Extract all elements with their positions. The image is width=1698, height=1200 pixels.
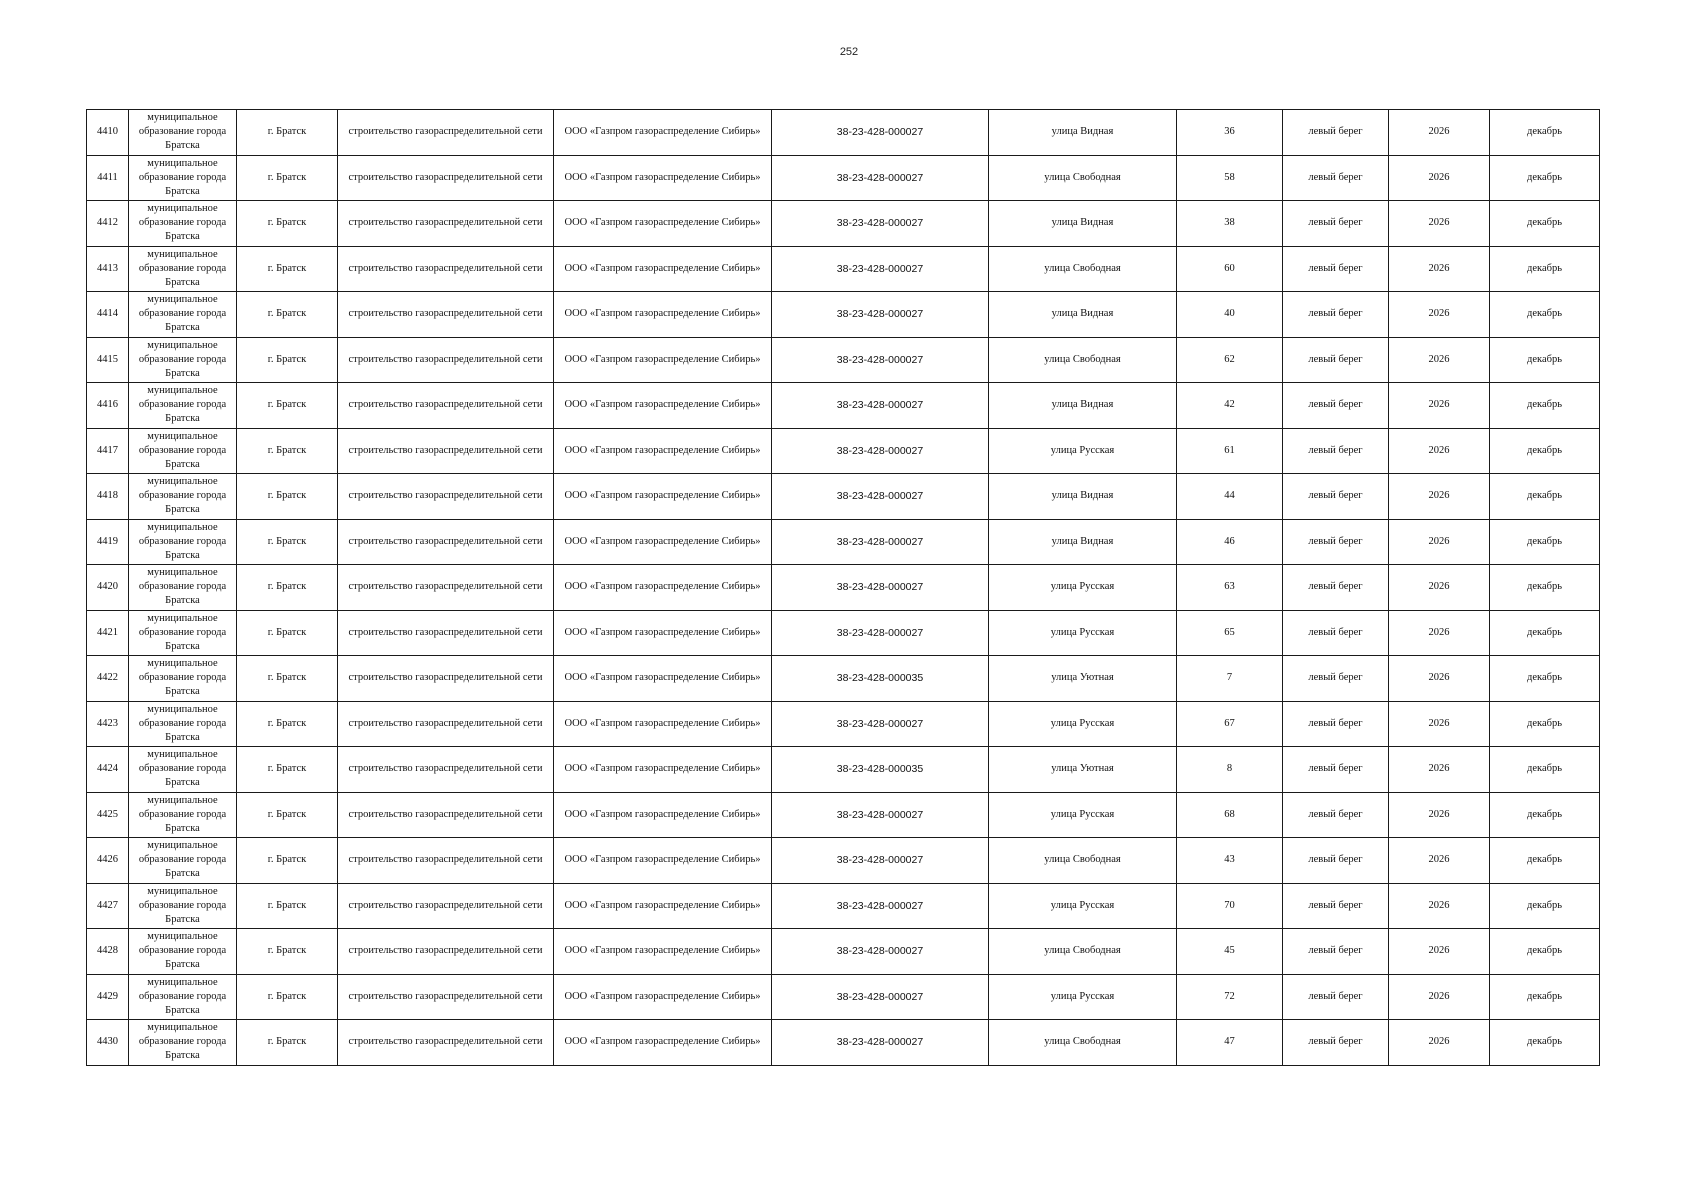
row-number: 4412 (87, 201, 129, 247)
row-number: 4421 (87, 610, 129, 656)
table-row (87, 383, 1600, 429)
municipality-cell: муниципальное образование города Братска (129, 701, 237, 747)
month-cell: декабрь (1490, 428, 1600, 474)
work-type-cell: строительство газораспределительной сети (338, 155, 554, 201)
organization-cell: ООО «Газпром газораспределение Сибирь» (554, 201, 772, 247)
organization-cell: ООО «Газпром газораспределение Сибирь» (554, 155, 772, 201)
work-type-cell: строительство газораспределительной сети (338, 610, 554, 656)
house-number-cell: 60 (1177, 246, 1283, 292)
river-bank-cell: левый берег (1283, 428, 1389, 474)
city-cell: г. Братск (237, 519, 338, 565)
house-number-cell: 45 (1177, 929, 1283, 975)
cadastral-number-cell: 38-23-428-000035 (772, 656, 989, 702)
work-type-cell: строительство газораспределительной сети (338, 246, 554, 292)
row-number: 4410 (87, 110, 129, 156)
month-cell: декабрь (1490, 155, 1600, 201)
municipality-cell: муниципальное образование города Братска (129, 838, 237, 884)
year-cell: 2026 (1389, 110, 1490, 156)
organization-cell: ООО «Газпром газораспределение Сибирь» (554, 383, 772, 429)
year-cell: 2026 (1389, 155, 1490, 201)
house-number-cell: 8 (1177, 747, 1283, 793)
row-number: 4417 (87, 428, 129, 474)
row-number: 4420 (87, 565, 129, 611)
month-cell: декабрь (1490, 929, 1600, 975)
organization-cell: ООО «Газпром газораспределение Сибирь» (554, 337, 772, 383)
work-type-cell: строительство газораспределительной сети (338, 747, 554, 793)
city-cell: г. Братск (237, 747, 338, 793)
organization-cell: ООО «Газпром газораспределение Сибирь» (554, 974, 772, 1020)
work-type-cell: строительство газораспределительной сети (338, 1020, 554, 1066)
row-number: 4414 (87, 292, 129, 338)
cadastral-number-cell: 38-23-428-000027 (772, 610, 989, 656)
river-bank-cell: левый берег (1283, 792, 1389, 838)
month-cell: декабрь (1490, 201, 1600, 247)
year-cell: 2026 (1389, 337, 1490, 383)
table-row (87, 337, 1600, 383)
row-number: 4427 (87, 883, 129, 929)
table-row (87, 792, 1600, 838)
row-number: 4418 (87, 474, 129, 520)
house-number-cell: 36 (1177, 110, 1283, 156)
municipality-cell: муниципальное образование города Братска (129, 565, 237, 611)
cadastral-number-cell: 38-23-428-000027 (772, 337, 989, 383)
city-cell: г. Братск (237, 337, 338, 383)
row-number: 4419 (87, 519, 129, 565)
year-cell: 2026 (1389, 610, 1490, 656)
row-number: 4416 (87, 383, 129, 429)
street-cell: улица Русская (989, 974, 1177, 1020)
month-cell: декабрь (1490, 337, 1600, 383)
month-cell: декабрь (1490, 565, 1600, 611)
row-number: 4428 (87, 929, 129, 975)
municipality-cell: муниципальное образование города Братска (129, 1020, 237, 1066)
row-number: 4423 (87, 701, 129, 747)
municipality-cell: муниципальное образование города Братска (129, 792, 237, 838)
municipality-cell: муниципальное образование города Братска (129, 883, 237, 929)
work-type-cell: строительство газораспределительной сети (338, 292, 554, 338)
city-cell: г. Братск (237, 383, 338, 429)
street-cell: улица Уютная (989, 656, 1177, 702)
year-cell: 2026 (1389, 383, 1490, 429)
city-cell: г. Братск (237, 838, 338, 884)
organization-cell: ООО «Газпром газораспределение Сибирь» (554, 929, 772, 975)
city-cell: г. Братск (237, 701, 338, 747)
table-row (87, 246, 1600, 292)
river-bank-cell: левый берег (1283, 1020, 1389, 1066)
river-bank-cell: левый берег (1283, 246, 1389, 292)
row-number: 4422 (87, 656, 129, 702)
month-cell: декабрь (1490, 292, 1600, 338)
table-row (87, 565, 1600, 611)
organization-cell: ООО «Газпром газораспределение Сибирь» (554, 1020, 772, 1066)
house-number-cell: 70 (1177, 883, 1283, 929)
year-cell: 2026 (1389, 1020, 1490, 1066)
house-number-cell: 43 (1177, 838, 1283, 884)
house-number-cell: 65 (1177, 610, 1283, 656)
city-cell: г. Братск (237, 474, 338, 520)
cadastral-number-cell: 38-23-428-000027 (772, 292, 989, 338)
year-cell: 2026 (1389, 929, 1490, 975)
street-cell: улица Свободная (989, 155, 1177, 201)
organization-cell: ООО «Газпром газораспределение Сибирь» (554, 883, 772, 929)
city-cell: г. Братск (237, 929, 338, 975)
table-row (87, 428, 1600, 474)
river-bank-cell: левый берег (1283, 656, 1389, 702)
house-number-cell: 42 (1177, 383, 1283, 429)
river-bank-cell: левый берег (1283, 110, 1389, 156)
street-cell: улица Русская (989, 701, 1177, 747)
street-cell: улица Видная (989, 519, 1177, 565)
year-cell: 2026 (1389, 565, 1490, 611)
cadastral-number-cell: 38-23-428-000027 (772, 1020, 989, 1066)
organization-cell: ООО «Газпром газораспределение Сибирь» (554, 565, 772, 611)
city-cell: г. Братск (237, 1020, 338, 1066)
house-number-cell: 63 (1177, 565, 1283, 611)
work-type-cell: строительство газораспределительной сети (338, 110, 554, 156)
work-type-cell: строительство газораспределительной сети (338, 929, 554, 975)
work-type-cell: строительство газораспределительной сети (338, 565, 554, 611)
year-cell: 2026 (1389, 792, 1490, 838)
municipality-cell: муниципальное образование города Братска (129, 110, 237, 156)
row-number: 4411 (87, 155, 129, 201)
house-number-cell: 40 (1177, 292, 1283, 338)
street-cell: улица Свободная (989, 838, 1177, 884)
organization-cell: ООО «Газпром газораспределение Сибирь» (554, 428, 772, 474)
registry-table (86, 109, 1600, 1066)
row-number: 4425 (87, 792, 129, 838)
row-number: 4424 (87, 747, 129, 793)
work-type-cell: строительство газораспределительной сети (338, 792, 554, 838)
municipality-cell: муниципальное образование города Братска (129, 656, 237, 702)
street-cell: улица Видная (989, 292, 1177, 338)
river-bank-cell: левый берег (1283, 747, 1389, 793)
month-cell: декабрь (1490, 246, 1600, 292)
organization-cell: ООО «Газпром газораспределение Сибирь» (554, 838, 772, 884)
table-row (87, 1020, 1600, 1066)
street-cell: улица Свободная (989, 337, 1177, 383)
month-cell: декабрь (1490, 110, 1600, 156)
street-cell: улица Уютная (989, 747, 1177, 793)
city-cell: г. Братск (237, 974, 338, 1020)
table-row (87, 519, 1600, 565)
year-cell: 2026 (1389, 838, 1490, 884)
year-cell: 2026 (1389, 428, 1490, 474)
cadastral-number-cell: 38-23-428-000027 (772, 792, 989, 838)
city-cell: г. Братск (237, 246, 338, 292)
row-number: 4426 (87, 838, 129, 884)
organization-cell: ООО «Газпром газораспределение Сибирь» (554, 246, 772, 292)
organization-cell: ООО «Газпром газораспределение Сибирь» (554, 110, 772, 156)
house-number-cell: 72 (1177, 974, 1283, 1020)
month-cell: декабрь (1490, 974, 1600, 1020)
river-bank-cell: левый берег (1283, 610, 1389, 656)
table-row (87, 610, 1600, 656)
river-bank-cell: левый берег (1283, 701, 1389, 747)
year-cell: 2026 (1389, 519, 1490, 565)
organization-cell: ООО «Газпром газораспределение Сибирь» (554, 519, 772, 565)
table-row (87, 474, 1600, 520)
month-cell: декабрь (1490, 383, 1600, 429)
city-cell: г. Братск (237, 201, 338, 247)
work-type-cell: строительство газораспределительной сети (338, 428, 554, 474)
municipality-cell: муниципальное образование города Братска (129, 747, 237, 793)
street-cell: улица Видная (989, 474, 1177, 520)
year-cell: 2026 (1389, 201, 1490, 247)
work-type-cell: строительство газораспределительной сети (338, 701, 554, 747)
cadastral-number-cell: 38-23-428-000035 (772, 747, 989, 793)
city-cell: г. Братск (237, 792, 338, 838)
municipality-cell: муниципальное образование города Братска (129, 155, 237, 201)
municipality-cell: муниципальное образование города Братска (129, 201, 237, 247)
work-type-cell: строительство газораспределительной сети (338, 383, 554, 429)
table-row (87, 201, 1600, 247)
month-cell: декабрь (1490, 610, 1600, 656)
city-cell: г. Братск (237, 883, 338, 929)
municipality-cell: муниципальное образование города Братска (129, 929, 237, 975)
city-cell: г. Братск (237, 656, 338, 702)
cadastral-number-cell: 38-23-428-000027 (772, 974, 989, 1020)
cadastral-number-cell: 38-23-428-000027 (772, 929, 989, 975)
organization-cell: ООО «Газпром газораспределение Сибирь» (554, 701, 772, 747)
river-bank-cell: левый берег (1283, 383, 1389, 429)
house-number-cell: 44 (1177, 474, 1283, 520)
table-row (87, 883, 1600, 929)
table-row (87, 701, 1600, 747)
river-bank-cell: левый берег (1283, 155, 1389, 201)
month-cell: декабрь (1490, 656, 1600, 702)
table-row (87, 110, 1600, 156)
work-type-cell: строительство газораспределительной сети (338, 474, 554, 520)
work-type-cell: строительство газораспределительной сети (338, 656, 554, 702)
house-number-cell: 61 (1177, 428, 1283, 474)
cadastral-number-cell: 38-23-428-000027 (772, 201, 989, 247)
municipality-cell: муниципальное образование города Братска (129, 337, 237, 383)
month-cell: декабрь (1490, 519, 1600, 565)
cadastral-number-cell: 38-23-428-000027 (772, 838, 989, 884)
river-bank-cell: левый берег (1283, 974, 1389, 1020)
row-number: 4415 (87, 337, 129, 383)
river-bank-cell: левый берег (1283, 519, 1389, 565)
city-cell: г. Братск (237, 428, 338, 474)
municipality-cell: муниципальное образование города Братска (129, 383, 237, 429)
table-row (87, 929, 1600, 975)
cadastral-number-cell: 38-23-428-000027 (772, 474, 989, 520)
river-bank-cell: левый берег (1283, 474, 1389, 520)
table-row (87, 155, 1600, 201)
city-cell: г. Братск (237, 292, 338, 338)
house-number-cell: 58 (1177, 155, 1283, 201)
street-cell: улица Русская (989, 610, 1177, 656)
cadastral-number-cell: 38-23-428-000027 (772, 883, 989, 929)
river-bank-cell: левый берег (1283, 883, 1389, 929)
cadastral-number-cell: 38-23-428-000027 (772, 519, 989, 565)
municipality-cell: муниципальное образование города Братска (129, 610, 237, 656)
street-cell: улица Свободная (989, 1020, 1177, 1066)
cadastral-number-cell: 38-23-428-000027 (772, 246, 989, 292)
municipality-cell: муниципальное образование города Братска (129, 246, 237, 292)
municipality-cell: муниципальное образование города Братска (129, 474, 237, 520)
river-bank-cell: левый берег (1283, 929, 1389, 975)
river-bank-cell: левый берег (1283, 337, 1389, 383)
cadastral-number-cell: 38-23-428-000027 (772, 110, 989, 156)
month-cell: декабрь (1490, 792, 1600, 838)
organization-cell: ООО «Газпром газораспределение Сибирь» (554, 292, 772, 338)
river-bank-cell: левый берег (1283, 838, 1389, 884)
month-cell: декабрь (1490, 747, 1600, 793)
street-cell: улица Русская (989, 428, 1177, 474)
year-cell: 2026 (1389, 246, 1490, 292)
street-cell: улица Русская (989, 792, 1177, 838)
municipality-cell: муниципальное образование города Братска (129, 292, 237, 338)
house-number-cell: 38 (1177, 201, 1283, 247)
work-type-cell: строительство газораспределительной сети (338, 883, 554, 929)
year-cell: 2026 (1389, 747, 1490, 793)
municipality-cell: муниципальное образование города Братска (129, 428, 237, 474)
organization-cell: ООО «Газпром газораспределение Сибирь» (554, 792, 772, 838)
table-row (87, 656, 1600, 702)
street-cell: улица Русская (989, 883, 1177, 929)
street-cell: улица Видная (989, 383, 1177, 429)
city-cell: г. Братск (237, 565, 338, 611)
city-cell: г. Братск (237, 155, 338, 201)
organization-cell: ООО «Газпром газораспределение Сибирь» (554, 656, 772, 702)
row-number: 4430 (87, 1020, 129, 1066)
house-number-cell: 7 (1177, 656, 1283, 702)
work-type-cell: строительство газораспределительной сети (338, 337, 554, 383)
table-row (87, 292, 1600, 338)
house-number-cell: 47 (1177, 1020, 1283, 1066)
registry-body (87, 110, 1600, 1066)
cadastral-number-cell: 38-23-428-000027 (772, 383, 989, 429)
year-cell: 2026 (1389, 974, 1490, 1020)
year-cell: 2026 (1389, 656, 1490, 702)
house-number-cell: 46 (1177, 519, 1283, 565)
month-cell: декабрь (1490, 474, 1600, 520)
street-cell: улица Свободная (989, 246, 1177, 292)
street-cell: улица Русская (989, 565, 1177, 611)
street-cell: улица Видная (989, 110, 1177, 156)
work-type-cell: строительство газораспределительной сети (338, 201, 554, 247)
work-type-cell: строительство газораспределительной сети (338, 519, 554, 565)
table-row (87, 974, 1600, 1020)
river-bank-cell: левый берег (1283, 565, 1389, 611)
organization-cell: ООО «Газпром газораспределение Сибирь» (554, 610, 772, 656)
municipality-cell: муниципальное образование города Братска (129, 974, 237, 1020)
row-number: 4413 (87, 246, 129, 292)
work-type-cell: строительство газораспределительной сети (338, 974, 554, 1020)
organization-cell: ООО «Газпром газораспределение Сибирь» (554, 747, 772, 793)
year-cell: 2026 (1389, 474, 1490, 520)
month-cell: декабрь (1490, 838, 1600, 884)
street-cell: улица Видная (989, 201, 1177, 247)
year-cell: 2026 (1389, 292, 1490, 338)
municipality-cell: муниципальное образование города Братска (129, 519, 237, 565)
table-row (87, 838, 1600, 884)
year-cell: 2026 (1389, 883, 1490, 929)
city-cell: г. Братск (237, 110, 338, 156)
city-cell: г. Братск (237, 610, 338, 656)
cadastral-number-cell: 38-23-428-000027 (772, 155, 989, 201)
work-type-cell: строительство газораспределительной сети (338, 838, 554, 884)
table-row (87, 747, 1600, 793)
cadastral-number-cell: 38-23-428-000027 (772, 428, 989, 474)
house-number-cell: 67 (1177, 701, 1283, 747)
river-bank-cell: левый берег (1283, 292, 1389, 338)
cadastral-number-cell: 38-23-428-000027 (772, 565, 989, 611)
street-cell: улица Свободная (989, 929, 1177, 975)
organization-cell: ООО «Газпром газораспределение Сибирь» (554, 474, 772, 520)
month-cell: декабрь (1490, 883, 1600, 929)
row-number: 4429 (87, 974, 129, 1020)
month-cell: декабрь (1490, 1020, 1600, 1066)
month-cell: декабрь (1490, 701, 1600, 747)
page-number: 252 (839, 46, 859, 58)
house-number-cell: 68 (1177, 792, 1283, 838)
year-cell: 2026 (1389, 701, 1490, 747)
house-number-cell: 62 (1177, 337, 1283, 383)
river-bank-cell: левый берег (1283, 201, 1389, 247)
cadastral-number-cell: 38-23-428-000027 (772, 701, 989, 747)
